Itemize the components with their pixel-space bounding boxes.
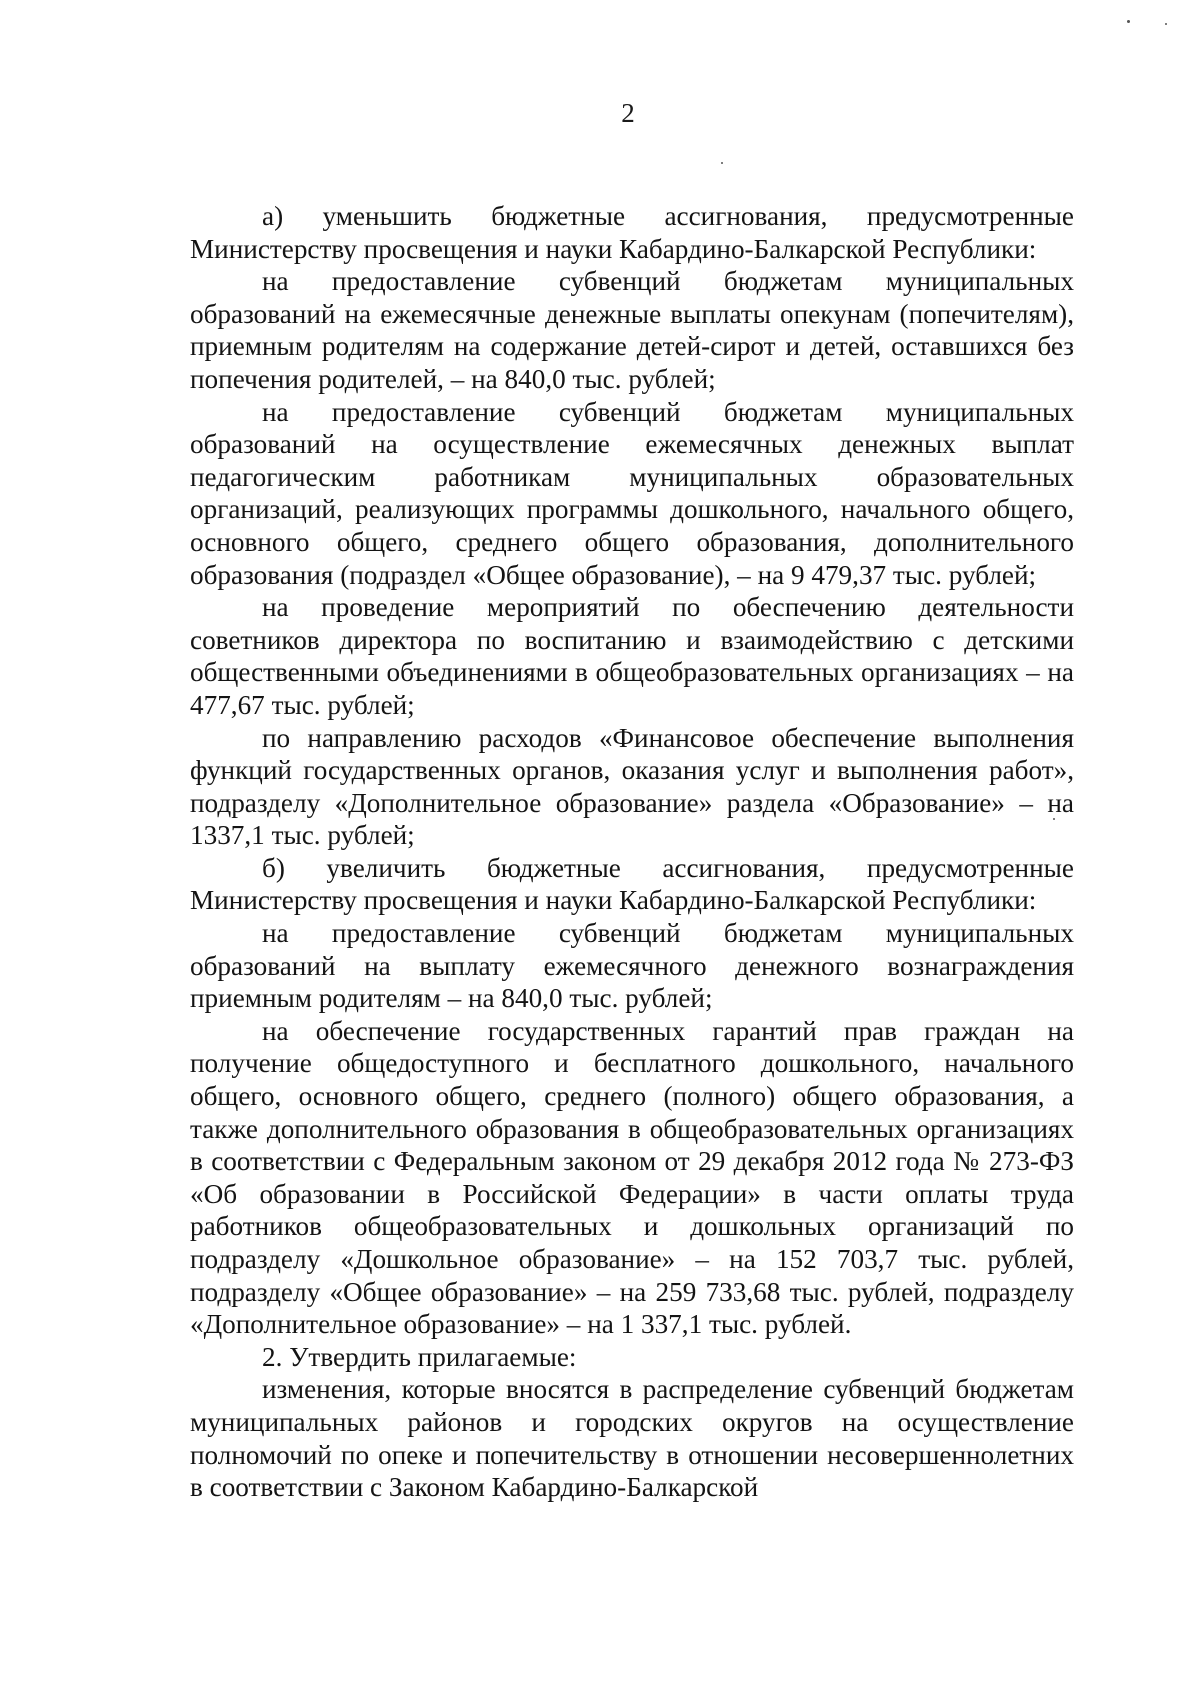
scan-speck — [1053, 818, 1055, 820]
scan-speck — [1127, 20, 1130, 23]
paragraph-b-increase: б) увеличить бюджетные ассигнования, предусмотренные Министерству просвещения и науки Кабардино-Балкарской Республики: — [190, 852, 1074, 916]
paragraph-guardian-payments: на предоставление субвенций бюджетам муниципальных образований на ежемесячные денежные выплаты опекунам (попечителям), приемным родителям на содержание детей-сирот и детей, оставшихся без попечения родителей, – на 840,0 тыс. рублей; — [190, 266, 1074, 394]
scan-speck — [721, 162, 723, 164]
paragraph-director-advisors: на проведение мероприятий по обеспечению деятельности советников директора по воспитанию и взаимодействию с детскими общественными объединениями в общеобразовательных организациях – на 477,67 тыс. рублей; — [190, 592, 1074, 720]
paragraph-foster-reward: на предоставление субвенций бюджетам муниципальных образований на выплату ежемесячного денежного вознаграждения приемным родителям – на 840,0 тыс. рублей; — [190, 918, 1074, 1014]
paragraph-teacher-payments: на предоставление субвенций бюджетам муниципальных образований на осуществление ежемесячных денежных выплат педагогическим работникам муниципальных образовательных организаций, реализующих программы дошкольного, начального общего, основного общего, среднего общего образования, дополнительного образования (подраздел «Общее образование), – на 9 479,37 тыс. рублей; — [190, 396, 1074, 590]
paragraph-a-decrease: а) уменьшить бюджетные ассигнования, предусмотренные Министерству просвещения и науки Кабардино-Балкарской Республики: — [190, 201, 1074, 264]
scan-speck — [1165, 23, 1167, 25]
paragraph-state-guarantees: на обеспечение государственных гарантий прав граждан на получение общедоступного и бесплатного дошкольного, начального общего, основного общего, среднего (полного) общего образования, а также дополнительного образования в общеобразовательных организациях в соответствии с Федеральным законом от 29 декабря 2012 года № 273-ФЗ «Об образовании в Российской Федерации» в части оплаты труда работников общеобразовательных и дошкольных организаций по подразделу «Дошкольное образование» – на 152 703,7 тыс. рублей, подразделу «Общее образование» – на 259 733,68 тыс. рублей, подразделу «Дополнительное образование» – на 1 337,1 тыс. рублей. — [190, 1015, 1074, 1340]
page-number: 2 — [621, 98, 635, 128]
document-body — [190, 200, 1074, 1504]
paragraph-2-approve: 2. Утвердить прилагаемые: — [262, 1341, 577, 1372]
paragraph-changes-distribution: изменения, которые вносятся в распределение субвенций бюджетам муниципальных районов и городских округов на осуществление полномочий по опеке и попечительству в отношении несовершеннолетних в соответствии с Законом Кабардино-Балкарской — [190, 1374, 1074, 1503]
paragraph-financial-support: по направлению расходов «Финансовое обеспечение выполнения функций государственных органов, оказания услуг и выполнения работ», подразделу «Дополнительное образование» раздела «Образование» – на 1337,1 тыс. рублей; — [190, 722, 1074, 851]
